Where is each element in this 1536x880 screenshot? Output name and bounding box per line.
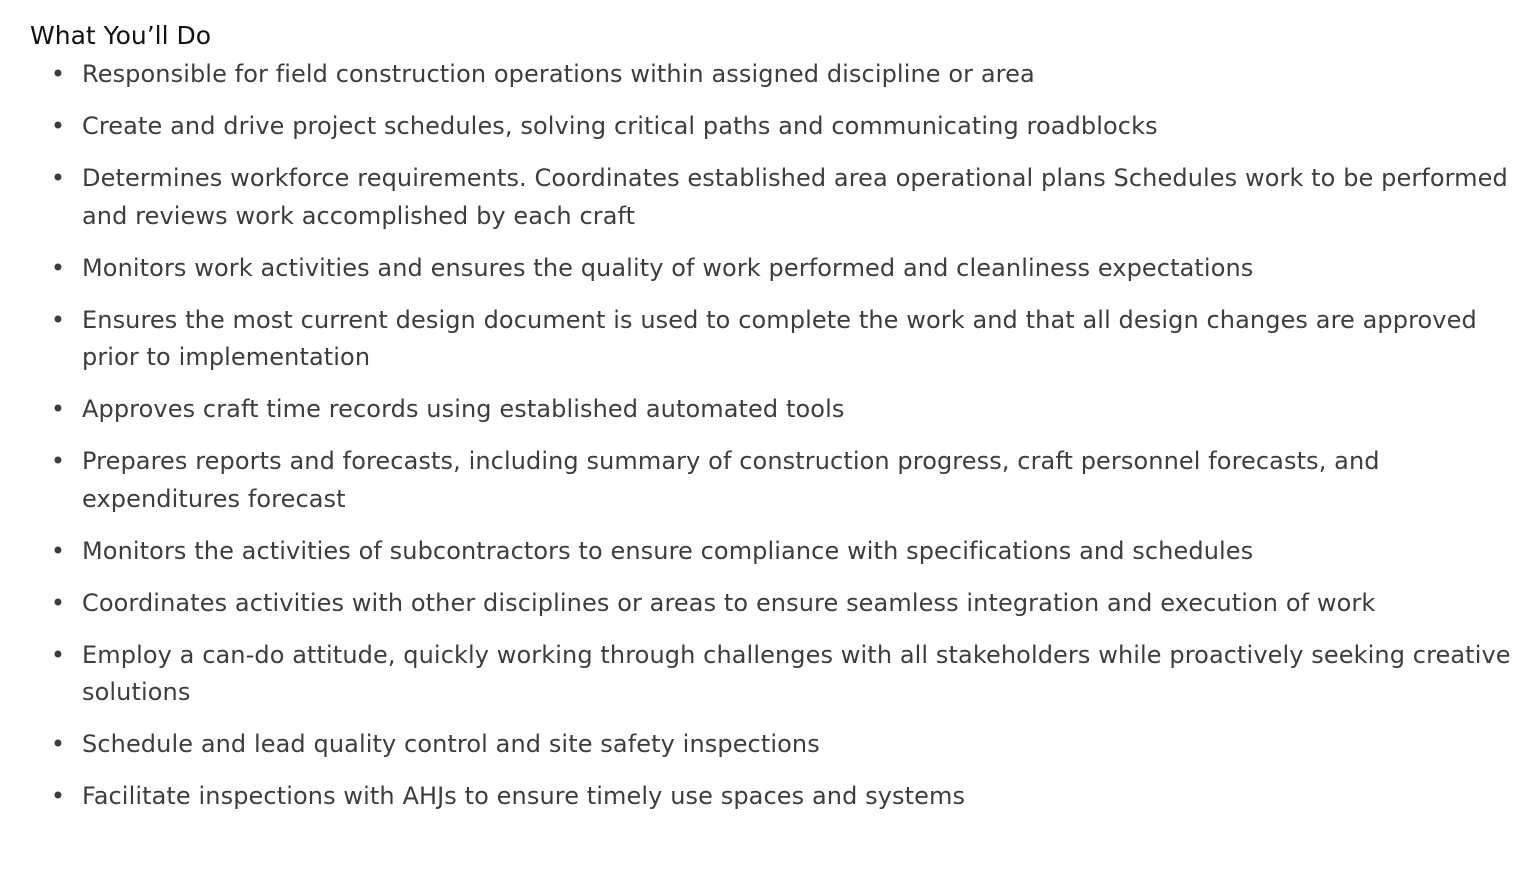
list-item: [30, 56, 1520, 94]
bullet-icon: •: [50, 730, 66, 758]
job-description-section: [30, 18, 1520, 830]
bullet-icon: •: [50, 588, 66, 617]
bullet-icon: •: [50, 60, 66, 88]
list-item: [30, 250, 1520, 288]
bullet-icon: •: [50, 164, 66, 192]
bullet-icon: •: [50, 536, 66, 565]
list-item-text: Schedule and lead quality control and site safety inspections: [82, 730, 820, 758]
list-item-text: Monitors work activities and ensures the quality of work performed and cleanliness expectations: [82, 253, 1254, 282]
list-item-text: Ensures the most current design document is used to complete the work and that all design changes are approved prior to implementation: [82, 305, 1477, 371]
list-item: [30, 443, 1520, 518]
list-item-text: Approves craft time records using established automated tools: [82, 395, 845, 423]
responsibilities-list: [30, 56, 1520, 816]
list-item-text: Monitors the activities of subcontractors to ensure compliance with specifications and schedules: [82, 536, 1254, 565]
list-item-text: Create and drive project schedules, solving critical paths and communicating roadblocks: [82, 112, 1158, 140]
list-item-text: Coordinates activities with other disciplines or areas to ensure seamless integration and execution of work: [82, 588, 1376, 617]
list-item: [30, 302, 1520, 377]
bullet-icon: •: [50, 253, 66, 282]
list-item: [30, 108, 1520, 146]
bullet-icon: •: [50, 395, 66, 423]
list-item: [30, 778, 1520, 816]
bullet-icon: •: [50, 112, 66, 140]
list-item-text: Determines workforce requirements. Coordinates established area operational plans Schedules work to be performed and reviews work accomplished by each craft: [82, 164, 1508, 230]
list-item: [30, 637, 1520, 712]
list-item: [30, 160, 1520, 235]
list-item: [30, 585, 1520, 623]
bullet-icon: •: [50, 447, 66, 475]
bullet-icon: •: [50, 782, 66, 810]
list-item: [30, 726, 1520, 764]
list-item-text: Employ a can-do attitude, quickly working through challenges with all stakeholders while proactively seeking creative solutions: [82, 640, 1511, 706]
bullet-icon: •: [50, 640, 66, 669]
list-item-text: Facilitate inspections with AHJs to ensure timely use spaces and systems: [82, 782, 966, 810]
list-item: [30, 533, 1520, 571]
list-item: [30, 391, 1520, 429]
bullet-icon: •: [50, 305, 66, 334]
list-item-text: Prepares reports and forecasts, including summary of construction progress, craft personnel forecasts, and expenditures forecast: [82, 447, 1380, 513]
list-item-text: Responsible for field construction operations within assigned discipline or area: [82, 60, 1035, 88]
section-title: What You’ll Do: [30, 21, 212, 50]
